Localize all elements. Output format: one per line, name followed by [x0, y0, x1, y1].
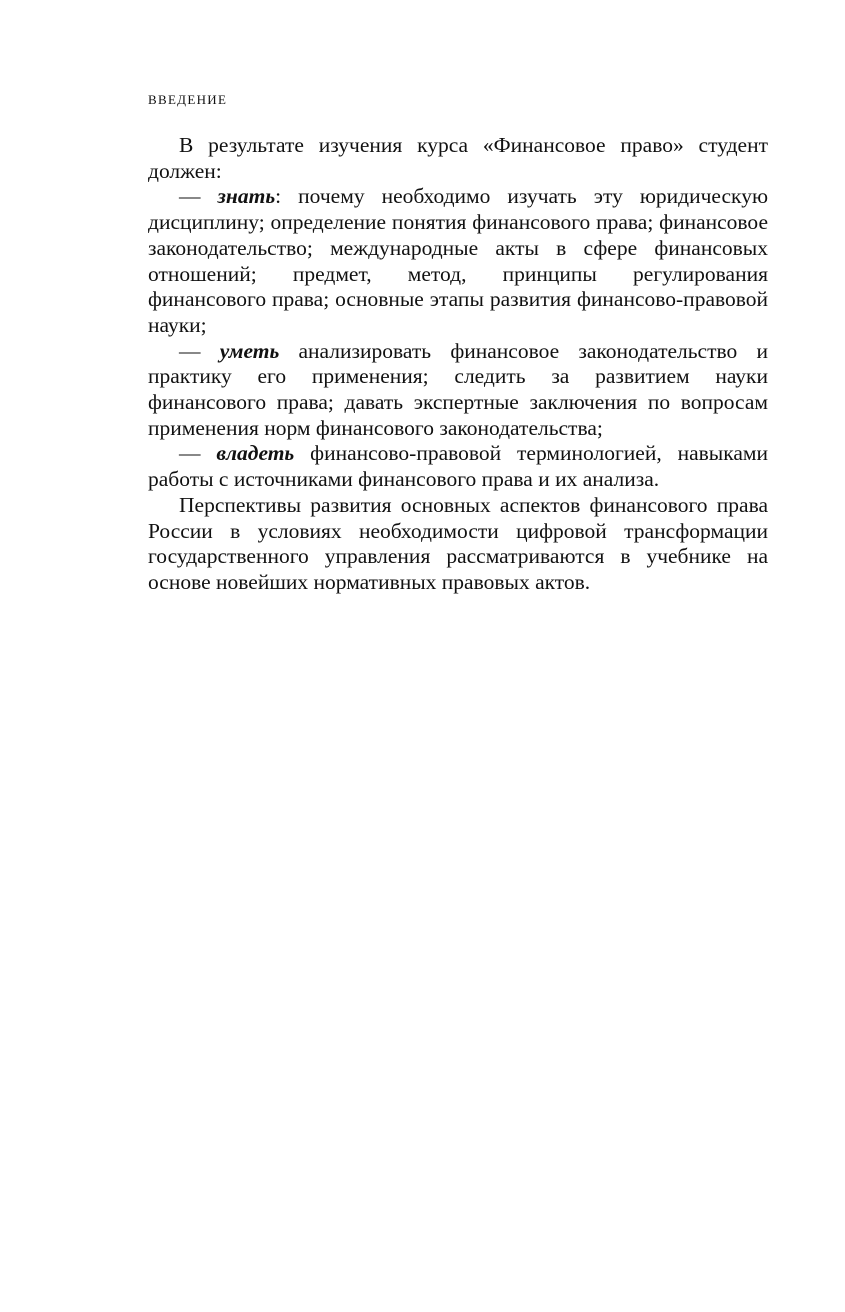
item-text: финансово-правовой терминологией, навыками работы с источниками финансового права и их анализа.: [148, 441, 769, 492]
item-dash: —: [179, 184, 218, 209]
item-dash: —: [179, 441, 217, 466]
item-text: : почему необходимо изучать эту юридическую дисциплину; определение понятия финансового права; финансовое законодательство; международные акты в сфере финансовых отношений; предмет, метод, принципы регулирования финансового права; основные этапы развития финансово-правовой науки;: [148, 184, 769, 337]
item-keyword: знать: [217, 184, 276, 209]
competency-item-be-able: [148, 339, 768, 442]
competency-item-master: [148, 441, 768, 492]
item-keyword: владеть: [216, 441, 295, 466]
page-body: [148, 133, 768, 596]
item-text: анализировать финансовое законодательство и практику его применения; следить за развитием науки финансового права; давать экспертные заключения по вопросам применения норм финансового законодательства;: [148, 338, 768, 440]
item-dash: —: [179, 338, 220, 363]
running-head: ВВЕДЕНИЕ: [148, 92, 228, 107]
closing-paragraph: Перспективы развития основных аспектов финансового права России в условиях необходимости цифровой трансформации государственного управления рассматриваются в учебнике на основе новейших нормативных правовых актов.: [148, 492, 768, 594]
intro-paragraph: В результате изучения курса «Финансовое право» студент должен:: [148, 133, 768, 183]
competency-item-know: [148, 184, 768, 338]
item-keyword: уметь: [219, 338, 280, 363]
